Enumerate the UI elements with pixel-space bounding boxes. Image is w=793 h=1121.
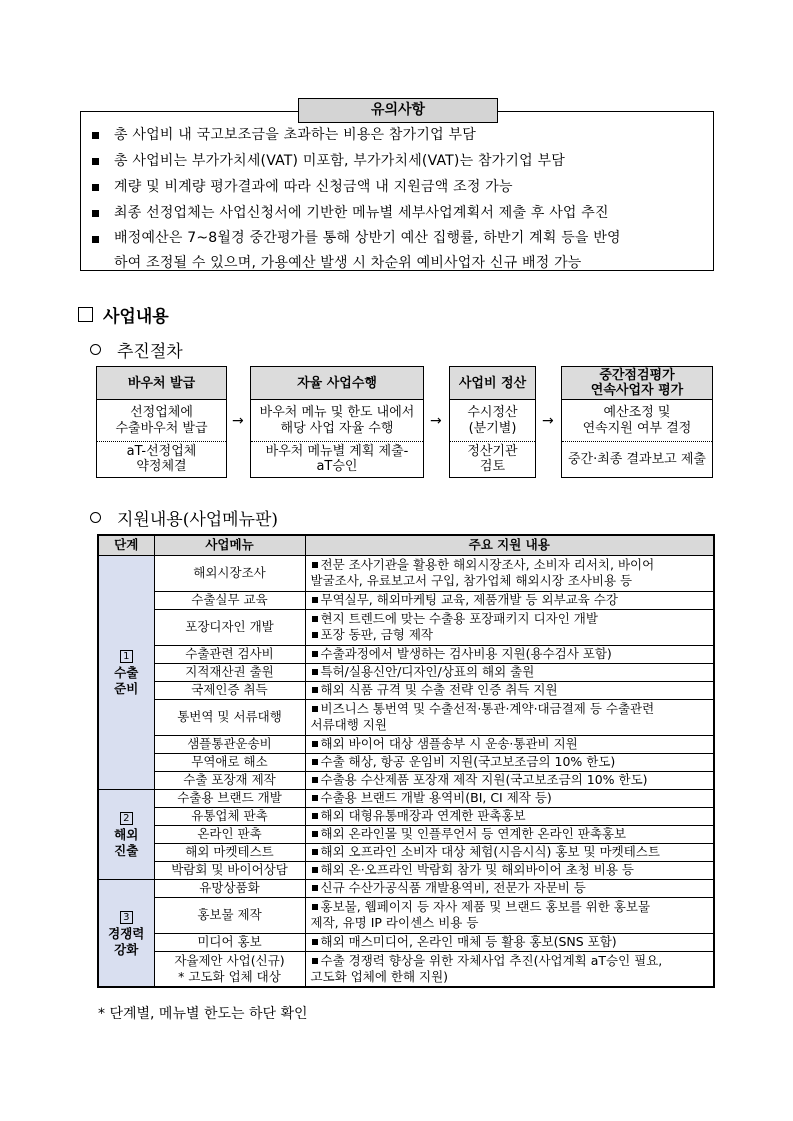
table-row [98,609,714,645]
menu-cell: 지적재산권 출원 [154,663,305,681]
header-menu: 사업메뉴 [154,535,305,555]
desc-cell: 수출과정에서 발생하는 검사비용 지원(용수검사 포함) [305,645,714,663]
desc-cell: 해외 식품 규격 및 수출 전략 인증 취득 지원 [305,681,714,699]
stage-competitiveness: 3 경쟁력 강화 [98,879,154,987]
section-title: 사업내용 [78,302,169,327]
header-stage: 단계 [98,535,154,555]
checkbox-square-icon [78,307,93,322]
table-row [98,681,714,699]
menu-cell: 수출용 브랜드 개발 [154,789,305,807]
menu-cell: 국제인증 취득 [154,681,305,699]
desc-cell: 신규 수산가공식품 개발용역비, 전문가 자문비 등 [305,879,714,897]
support-title: 지원내용(사업메뉴판) [90,505,278,530]
circle-bullet-icon [90,344,101,355]
notice-title: 유의사항 [298,98,498,123]
step-voucher-issue [96,366,227,478]
square-bullet-icon [92,210,99,217]
step-head: 바우처 발급 [97,367,226,400]
notice-item: 배정예산은 7~8월경 중간평가를 통해 상반기 예산 집행률, 하반기 계획 등을 반영 하여 조정될 수 있으며, 가용예산 발생 시 차순위 예비사업자 신규 배정 가능 [92,226,714,276]
stage-export-prep: 1 수출 준비 [98,555,154,789]
desc-cell: 해외 바이어 대상 샘플송부 시 운송·통관비 지원 [305,735,714,753]
notice-item: 최종 선정업체는 사업신청서에 기반한 메뉴별 세부사업계획서 제출 후 사업 추진 [92,200,714,226]
support-table [97,534,715,988]
step-cell: 중간·최종 결과보고 제출 [568,451,706,467]
square-bullet-icon [92,132,99,139]
table-row [98,645,714,663]
desc-cell: 해외 매스미디어, 온라인 매체 등 활용 홍보(SNS 포함) [305,933,714,951]
table-row [98,735,714,753]
notice-item: 총 사업비는 부가가치세(VAT) 미포함, 부가가치세(VAT)는 참가기업 부담 [92,148,714,174]
menu-cell: 홍보물 제작 [154,897,305,933]
procedure-title: 추진절차 [90,337,183,362]
step-cell: 예산조정 및 연속지원 여부 결정 [562,400,712,442]
menu-cell: 포장디자인 개발 [154,609,305,645]
square-bullet-icon [92,158,99,165]
step-head: 자율 사업수행 [251,367,423,400]
table-row [98,825,714,843]
table-row [98,771,714,789]
menu-cell: 미디어 홍보 [154,933,305,951]
menu-cell: 유망상품화 [154,879,305,897]
table-row [98,699,714,735]
notice-list [92,122,714,276]
table-row [98,843,714,861]
desc-cell: 수출 해상, 항공 운임비 지원(국고보조금의 10% 한도) [305,753,714,771]
stage-overseas: 2 해외 진출 [98,789,154,879]
table-header-row [98,535,714,555]
step-cell: 수시정산 (분기별) [450,400,535,442]
menu-cell: 무역애로 해소 [154,753,305,771]
desc-cell: 현지 트렌드에 맞는 수출용 포장패키지 디자인 개발 포장 동판, 금형 제작 [305,609,714,645]
desc-cell: 수출용 브랜드 개발 용역비(BI, CI 제작 등) [305,789,714,807]
step-midterm-evaluation [561,366,713,478]
step-cell: 바우처 메뉴 및 한도 내에서 해당 사업 자율 수행 [251,400,423,442]
menu-cell: 수출실무 교육 [154,591,305,609]
menu-cell: 해외 마켓테스트 [154,843,305,861]
arrow-right-icon: → [430,413,442,429]
desc-cell: 수출 경쟁력 향상을 위한 자체사업 추진(사업계획 aT승인 필요, 고도화 업체에 한해 지원) [305,951,714,987]
table-row [98,591,714,609]
table-row [98,789,714,807]
table-row [98,663,714,681]
step-settlement [449,366,536,478]
menu-cell: 해외시장조사 [154,555,305,591]
desc-cell: 해외 오프라인 소비자 대상 체험(시음시식) 홍보 및 마켓테스트 [305,843,714,861]
header-content: 주요 지원 내용 [305,535,714,555]
menu-cell: 유통업체 판촉 [154,807,305,825]
table-row [98,951,714,987]
table-row [98,861,714,879]
desc-cell: 해외 온라인몰 및 인플루언서 등 연계한 온라인 판촉홍보 [305,825,714,843]
table-row [98,753,714,771]
menu-cell: 온라인 판촉 [154,825,305,843]
desc-cell: 무역실무, 해외마케팅 교육, 제품개발 등 외부교육 수강 [305,591,714,609]
circle-bullet-icon [90,512,101,523]
footnote: * 단계별, 메뉴별 한도는 하단 확인 [98,1006,308,1022]
table-row [98,879,714,897]
notice-item: 계량 및 비계량 평가결과에 따라 신청금액 내 지원금액 조정 가능 [92,174,714,200]
arrow-right-icon: → [232,413,244,429]
step-cell: 정산기관 검토 [467,444,518,474]
step-self-execution [250,366,424,478]
step-head: 중간점검평가 연속사업자 평가 [562,367,712,400]
step-cell: aT-선정업체 약정체결 [126,444,197,474]
menu-cell: 수출관련 검사비 [154,645,305,663]
table-row [98,555,714,591]
desc-cell: 해외 온·오프라인 박람회 참가 및 해외바이어 초청 비용 등 [305,861,714,879]
step-cell: 바우처 메뉴별 계획 제출- aT승인 [265,444,409,474]
desc-cell: 홍보물, 웹페이지 등 자사 제품 및 브랜드 홍보를 위한 홍보물 제작, 유명 IP 라이센스 비용 등 [305,897,714,933]
menu-cell: 샘플통관운송비 [154,735,305,753]
desc-cell: 전문 조사기관을 활용한 해외시장조사, 소비자 리서치, 바이어 발굴조사, 유료보고서 구입, 참가업체 해외시장 조사비용 등 [305,555,714,591]
desc-cell: 비즈니스 통번역 및 수출선적·통관·계약·대금결제 등 수출관련 서류대행 지원 [305,699,714,735]
menu-cell: 수출 포장재 제작 [154,771,305,789]
square-bullet-icon [92,236,99,243]
desc-cell: 해외 대형유통매장과 연계한 판촉홍보 [305,807,714,825]
desc-cell: 특허/실용신안/디자인/상표의 해외 출원 [305,663,714,681]
table-row [98,807,714,825]
desc-cell: 수출용 수산제품 포장재 제작 지원(국고보조금의 10% 한도) [305,771,714,789]
arrow-right-icon: → [542,413,554,429]
menu-cell: 통번역 및 서류대행 [154,699,305,735]
menu-cell: 박람회 및 바이어상담 [154,861,305,879]
step-cell: 선정업체에 수출바우처 발급 [97,400,226,442]
step-head: 사업비 정산 [450,367,535,400]
square-bullet-icon [92,184,99,191]
table-row [98,933,714,951]
notice-item: 총 사업비 내 국고보조금을 초과하는 비용은 참가기업 부담 [92,122,714,148]
menu-cell: 자율제안 사업(신규) * 고도화 업체 대상 [154,951,305,987]
table-row [98,897,714,933]
